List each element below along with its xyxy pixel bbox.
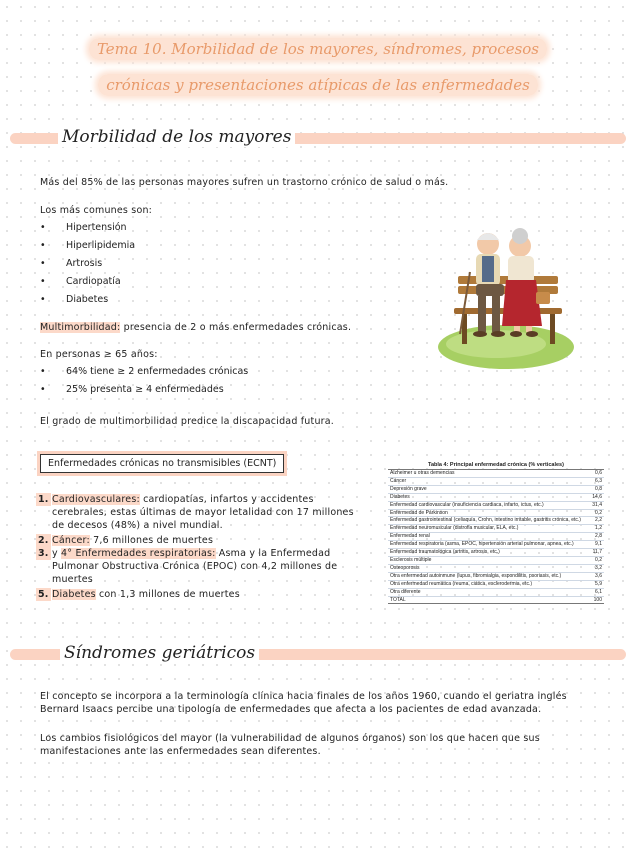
- table-row: Alzheimer u otras demencias 0,6: [390, 470, 602, 476]
- age-label: En personas ≥ 65 años:: [40, 349, 158, 360]
- table-row: Enfermedad gastrointestinal (celiaquía, Crohn, intestino irritable, gastritis crónica, etc.) 2,2: [390, 517, 602, 524]
- ecnt-item-5: 5. Diabetes con 1,3 millones de muertes: [38, 589, 240, 600]
- table-row: Enfermedad renal 2,8: [390, 533, 602, 540]
- common-list: • Hipertensión • Hiperlipidemia • Artrosis • Cardiopatía • Diabetes: [40, 222, 136, 305]
- table-row: Otra enfermedad autoinmune (lupus, fibromialgia, espondilitis, psoriasis, etc.) 3,6: [390, 572, 602, 579]
- section-heading-sindromes: Síndromes geriátricos: [60, 643, 259, 663]
- sindromes-paragraph-2: Los cambios fisiológicos del mayor (la vulnerabilidad de algunos órganos) son los que hacen que sus manifestaciones ante las enfermedades sean diferentes.: [40, 733, 540, 757]
- ecnt-box: Enfermedades crónicas no transmisibles (ECNT): [40, 454, 284, 473]
- heading-bar-right: [214, 649, 626, 660]
- table-row: Enfermedad neuromuscular (distrofia muscular, ELA, etc.) 1,2: [390, 525, 602, 532]
- age-list: • 64% tiene ≥ 2 enfermedades crónicas • 25% presenta ≥ 4 enfermedades: [40, 366, 249, 395]
- multimorbilidad-definition: Multimorbilidad: presencia de 2 o más enfermedades crónicas.: [40, 322, 352, 333]
- table-body: [388, 470, 604, 604]
- table-row: Otra enfermedad reumática (reuma, ciática, esclerodermia, etc.) 5,9: [390, 580, 602, 587]
- table-4: [388, 462, 604, 604]
- table-row: Enfermedad traumatológica (artritis, artrosis, etc.) 11,7: [390, 549, 602, 556]
- ecnt-item-3: 3. y 4° Enfermedades respiratorias: Asma y la Enfermedad Pulmonar Obstructiva Crónica (EPOC) con 4,2 millones de muertes: [38, 548, 338, 585]
- table-row: Osteoporosis 3,2: [390, 564, 602, 571]
- ecnt-item-2: 2. Cáncer: 7,6 millones de muertes: [38, 535, 214, 546]
- table-row-total: TOTAL 100: [390, 596, 602, 603]
- table-row: Otra diferente 6,1: [390, 588, 602, 595]
- heading-bar-left: [10, 649, 66, 660]
- table-row: Enfermedad respiratoria (asma, EPOC, hipertensión arterial pulmonar, apnea, etc.) 9,1: [390, 541, 602, 548]
- table-row: Esclerosis múltiple 0,2: [390, 556, 602, 563]
- table-row: Enfermedad cardiovascular (insuficiencia cardiaca, infarto, ictus, etc.) 31,4: [390, 501, 602, 508]
- table-row: Depresión grave 0,8: [390, 485, 602, 492]
- section-heading-morbilidad: Morbilidad de los mayores: [58, 127, 295, 147]
- page-title-line-2: crónicas y presentaciones atípicas de las enfermedades: [0, 76, 636, 94]
- page-title-line-1: Tema 10. Morbilidad de los mayores, síndromes, procesos: [0, 40, 636, 58]
- sindromes-paragraph-1: El concepto se incorpora a la terminología clínica hacia finales de los años 1960, cuando el geriatra inglés Bernard Isaacs percibe una tipología de enfermedades que afecta a los pacientes de edad avanzada.: [40, 691, 567, 715]
- table-row: Diabetes 14,6: [390, 493, 602, 500]
- ecnt-item-1: 1. Cardiovasculares: cardiopatías, infartos y accidentes cerebrales, estas últimas de mayor letalidad con 17 millones de decesos (48%) a nivel mundial.: [38, 494, 354, 531]
- table-row: Enfermedad de Párkinson 0,2: [390, 509, 602, 516]
- elderly-couple-illustration: [436, 222, 576, 372]
- table-row: Cáncer 6,3: [390, 477, 602, 484]
- heading-bar-right: [262, 133, 626, 144]
- intro-text: Más del 85% de las personas mayores sufren un trastorno crónico de salud o más.: [40, 177, 449, 188]
- table-caption: Tabla 4: Principal enfermedad crónica (% verticales): [388, 462, 604, 470]
- common-label: Los más comunes son:: [40, 205, 153, 216]
- predict-text: El grado de multimorbilidad predice la discapacidad futura.: [40, 416, 335, 427]
